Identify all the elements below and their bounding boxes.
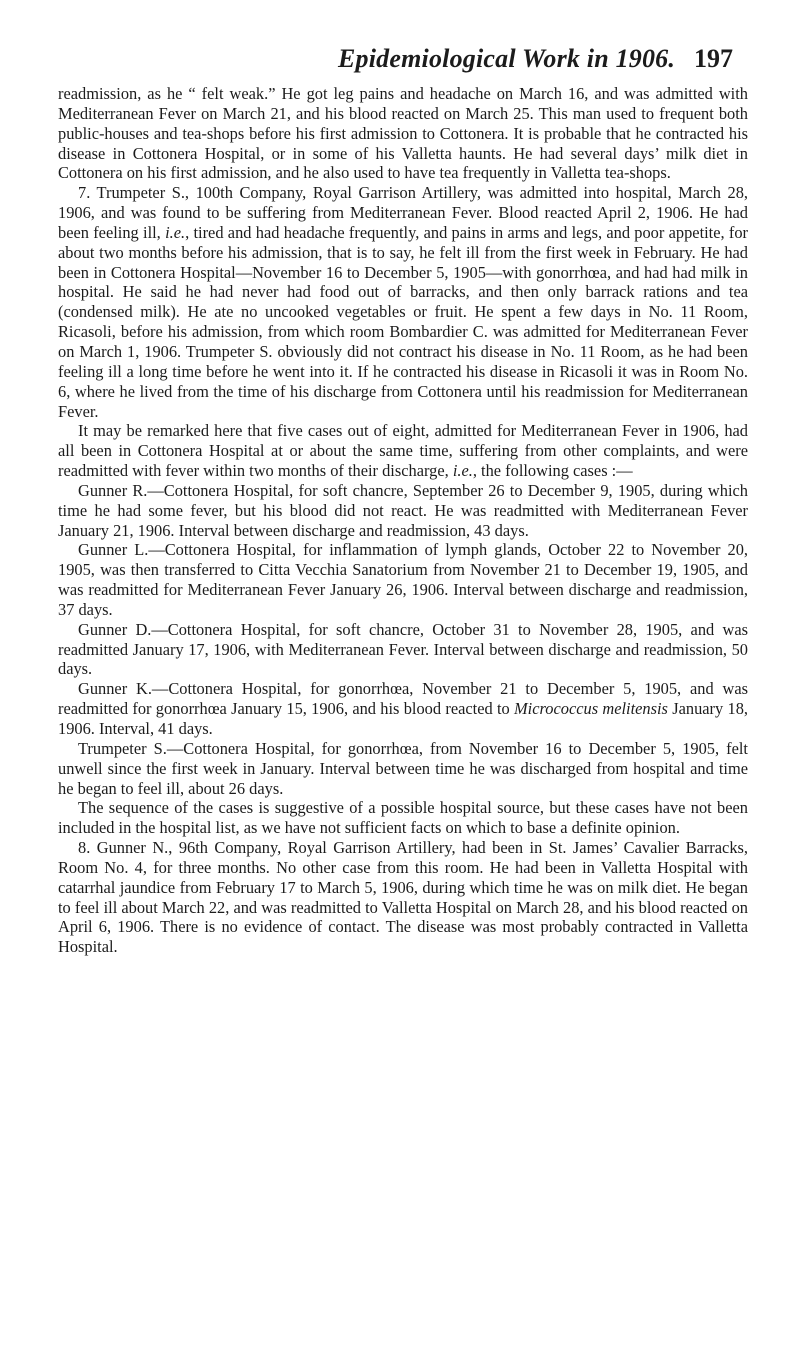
paragraph	[58, 540, 748, 619]
text-run: , the following cases :—	[472, 461, 633, 481]
text-run: readmission, as he “ felt weak.” He got leg pains and headache on March 16, and was admitted with Mediterranean Fever on March 21, and his blood reacted on March 25. This man used to frequent both public-houses and tea-shops before his first admission to Cottonera. It is probable that he contracted his disease in Cottonera Hospital, or in some of his Valletta haunts. He had several days’ milk diet in Cottonera on his first admission, and he also used to have tea frequently in Valletta tea-shops.	[58, 84, 748, 183]
paragraph	[58, 739, 748, 799]
body-text	[58, 84, 748, 957]
paragraph	[58, 183, 748, 421]
text-run: , tired and had headache frequently, and pains in arms and legs, and poor appetite, for about two months before his admission, that is to say, he felt ill from the first week in February. He had been in Cottonera Hospital—November 16 to December 5, 1905—with gonorrhœa, and had had milk in hospital. He said he had never had food out of barracks, and then only barrack rations and tea (condensed milk). He ate no uncooked vegetables or fruit. He spent a few days in No. 11 Room, Ricasoli, before his admission, from which room Bombardier C. was admitted for Mediterranean Fever on March 1, 1906. Trumpeter S. obviously did not contract his disease in No. 11 Room, as he had been feeling ill a long time before he went into it. If he contracted his disease in Ricasoli it was in Room No. 6, where he lived from the time of his discharge from Cottonera until his readmission for Mediterranean Fever.	[58, 222, 748, 421]
paragraph	[58, 84, 748, 183]
paragraph	[58, 798, 748, 838]
paragraph	[58, 620, 748, 680]
running-head-title: Epidemiological Work in 1906.	[338, 44, 676, 73]
text-run: January 18, 1906. Interval, 41 days.	[58, 699, 748, 738]
text-run: Gunner L.—Cottonera Hospital, for inflammation of lymph glands, October 22 to November 20, 1905, was then transferred to Citta Vecchia Sanatorium from November 21 to December 19, 1905, and was readmitted for Mediterranean Fever January 26, 1906. Interval between discharge and readmission, 37 days.	[58, 540, 748, 619]
paragraph	[58, 838, 748, 957]
text-run: The sequence of the cases is suggestive of a possible hospital source, but these cases have not been included in the hospital list, as we have not sufficient facts on which to base a definite opinion.	[58, 798, 748, 838]
page-number: 197	[694, 44, 733, 73]
text-run: It may be remarked here that five cases out of eight, admitted for Mediterranean Fever in 1906, had all been in Cottonera Hospital at or about the same time, suffering from other complaints, and were readmitted with fever within two months of their discharge,	[58, 421, 748, 481]
text-run: Trumpeter S.—Cottonera Hospital, for gonorrhœa, from November 16 to December 5, 1905, felt unwell since the first week in January. Interval between time he was discharged from hospital and time he began to feel ill, about 26 days.	[58, 738, 748, 798]
text-run: 8. Gunner N., 96th Company, Royal Garrison Artillery, had been in St. James’ Cavalier Barracks, Room No. 4, for three months. No other case from this room. He had been in Valletta Hospital with catarrhal jaundice from February 17 to March 5, 1906, during which time he was on milk diet. He began to feel ill about March 22, and was readmitted to Valletta Hospital on March 28, and his blood reacted on April 6, 1906. There is no evidence of contact. The disease was most probably contracted in Valletta Hospital.	[58, 838, 748, 957]
text-run: Gunner R.—Cottonera Hospital, for soft chancre, September 26 to December 9, 1905, during which time he had some fever, but his blood did not react. He was readmitted with Mediterranean Fever January 21, 1906. Interval between discharge and readmission, 43 days.	[58, 480, 748, 540]
text-run: Gunner K.—Cottonera Hospital, for gonorrhœa, November 21 to December 5, 1905, and was readmitted for gonorrhœa January 15, 1906, and his blood reacted to	[58, 679, 748, 719]
text-run: Gunner D.—Cottonera Hospital, for soft chancre, October 31 to November 28, 1905, and was readmitted January 17, 1906, with Mediterranean Fever. Interval between discharge and readmission, 50 days.	[58, 619, 748, 679]
italic-text: i.e.	[165, 222, 186, 242]
italic-text: Micrococcus melitensis	[514, 699, 668, 719]
paragraph	[58, 679, 748, 739]
paragraph	[58, 421, 748, 481]
paragraph	[58, 481, 748, 541]
italic-text: i.e.	[452, 461, 473, 481]
text-run: 7. Trumpeter S., 100th Company, Royal Garrison Artillery, was admitted into hospital, March 28, 1906, and was found to be suffering from Mediterranean Fever. Blood reacted April 2, 1906. He had been feeling ill,	[58, 183, 748, 242]
